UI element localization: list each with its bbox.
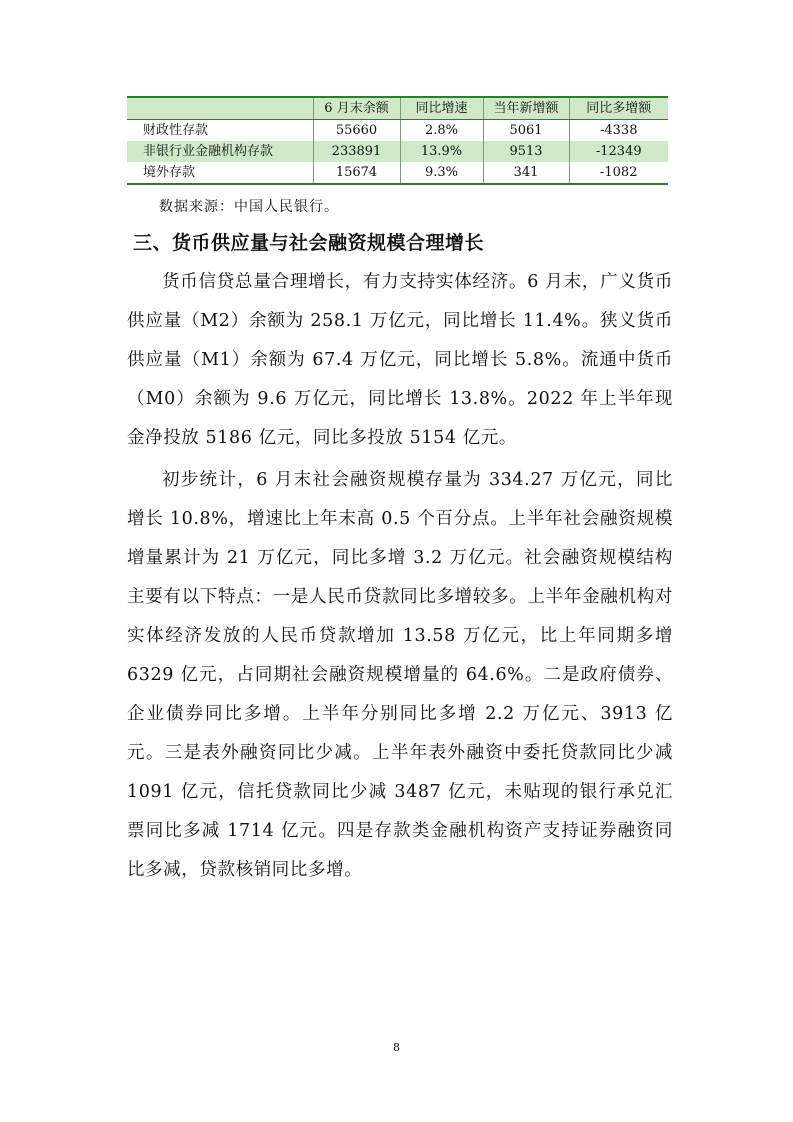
- table-cell: 9513: [483, 141, 569, 162]
- table-header-cell: 同比增速: [400, 97, 483, 120]
- body-paragraph: 货币信贷总量合理增长，有力支持实体经济。6 月末，广义货币供应量（M2）余额为 258.1 万亿元，同比增长 11.4%。狭义货币供应量（M1）余额为 67.4 万亿元，同比增长 5.8%。流通中货币（M0）余额为 9.6 万亿元，同比增长 13.8%。2022 年上半年现金净投放 5186 亿元，同比多投放 5154 亿元。: [127, 272, 673, 448]
- table-cell: -1082: [569, 162, 668, 184]
- data-source-note: 数据来源：中国人民银行。: [159, 199, 339, 215]
- table-cell: 55660: [313, 120, 400, 142]
- section-heading: 三、货币供应量与社会融资规模合理增长: [133, 232, 485, 254]
- row-label: 非银行业金融机构存款: [143, 144, 274, 159]
- table-cell: 15674: [313, 162, 400, 184]
- table-cell: -12349: [569, 141, 668, 162]
- table-cell: 341: [483, 162, 569, 184]
- row-label: 财政性存款: [143, 123, 209, 138]
- table-header-row: [127, 97, 668, 120]
- table-row: [127, 162, 668, 184]
- row-label: 境外存款: [127, 162, 313, 184]
- body-paragraph: 初步统计，6 月末社会融资规模存量为 334.27 万亿元，同比增长 10.8%，增速比上年末高 0.5 个百分点。上半年社会融资规模增量累计为 21 万亿元，同比多增 3.2 万亿元。社会融资规模结构主要有以下特点：一是人民币贷款同比多增较多。上半年金融机构对实体经济发放的人民币贷款增加 13.58 万亿元，比上年同期多增 6329 亿元，占同期社会融资规模增量的 64.6%。二是政府债券、企业债券同比多增。上半年分别同比多增 2.2 万亿元、3913 亿元。三是表外融资同比少减。上半年表外融资中委托贷款同比少减 1091 亿元，信托贷款同比少减 3487 亿元，未贴现的银行承兑汇票同比多减 1714 亿元。四是存款类金融机构资产支持证券融资同比多减，贷款核销同比多增。: [127, 470, 673, 880]
- table-row: [127, 141, 668, 162]
- table-header-cell: 当年新增额: [483, 97, 569, 120]
- table-header-cell: 6 月末余额: [313, 97, 400, 120]
- table-cell: 233891: [313, 141, 400, 162]
- table-header-cell: 同比多增额: [569, 97, 668, 120]
- page-number: 8: [393, 1041, 400, 1054]
- table-row: [127, 120, 668, 142]
- table-cell: 9.3%: [400, 162, 483, 184]
- table-cell: 5061: [483, 120, 569, 142]
- table-header-cell: [127, 97, 313, 120]
- table-cell: 13.9%: [400, 141, 483, 162]
- deposit-table: [127, 96, 668, 185]
- table-cell: -4338: [569, 120, 668, 142]
- table-cell: 2.8%: [400, 120, 483, 142]
